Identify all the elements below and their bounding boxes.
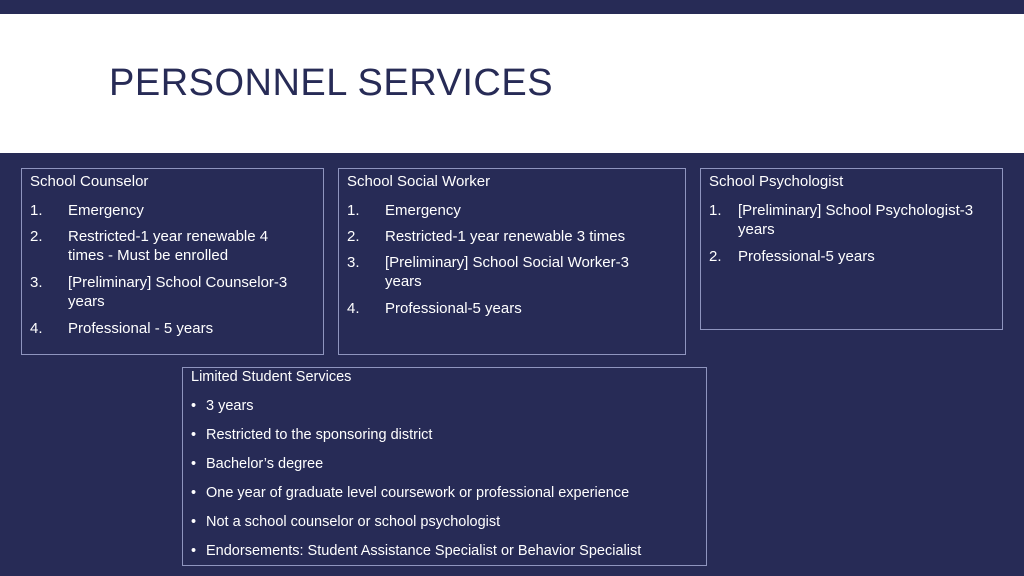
list-number: 2. [30,228,43,245]
list-number: 4. [30,320,43,337]
list-number: 1. [30,202,43,219]
bullet-icon: • [191,485,197,501]
list-text: Professional - 5 years [68,320,214,337]
top-strip [0,0,1024,14]
list-text: [Preliminary] School Social Worker-3 years [385,254,629,290]
list-text: [Preliminary] School Counselor-3 years [68,274,288,310]
bullet-icon: • [191,543,197,559]
card-heading: Limited Student Services [191,369,352,385]
card-heading: School Social Worker [347,173,491,190]
card-limited-student-services [182,367,707,566]
bullet-icon: • [191,398,197,414]
list-number: 4. [347,300,360,317]
list-text: Professional-5 years [385,300,522,317]
list-number: 2. [709,248,722,265]
bullet-icon: • [191,456,197,472]
bullet-icon: • [191,427,197,443]
list-text: Emergency [68,202,144,219]
list-item [191,543,641,559]
list-text: Restricted-1 year renewable 3 times [385,228,626,245]
list-number: 1. [709,202,722,219]
list-item [191,398,254,414]
list-item [191,485,629,501]
list-text: Bachelor’s degree [206,456,324,472]
list-text: Restricted-1 year renewable 4 times - Must be enrolled [68,228,269,264]
list-text: Endorsements: Student Assistance Specialist or Behavior Specialist [206,543,642,559]
list-item [191,427,432,443]
list-number: 2. [347,228,360,245]
card-school-psychologist [700,168,1003,330]
card-school-social-worker [338,168,686,355]
list-item [191,514,500,530]
card-heading: School Counselor [30,173,149,190]
card-heading: School Psychologist [709,173,844,190]
list-text: Professional-5 years [738,248,875,265]
list-text: Not a school counselor or school psychologist [206,514,501,530]
list-text: 3 years [206,398,254,414]
list-item [191,456,323,472]
card-school-counselor [21,168,324,355]
bullet-icon: • [191,514,197,530]
list-number: 3. [30,274,43,291]
list-text: Restricted to the sponsoring district [206,427,433,443]
list-text: Emergency [385,202,461,219]
page-title: PERSONNEL SERVICES [109,62,554,104]
list-number: 1. [347,202,360,219]
list-text: One year of graduate level coursework or professional experience [206,485,630,501]
list-text: [Preliminary] School Psychologist-3 years [738,202,974,238]
list-number: 3. [347,254,360,271]
